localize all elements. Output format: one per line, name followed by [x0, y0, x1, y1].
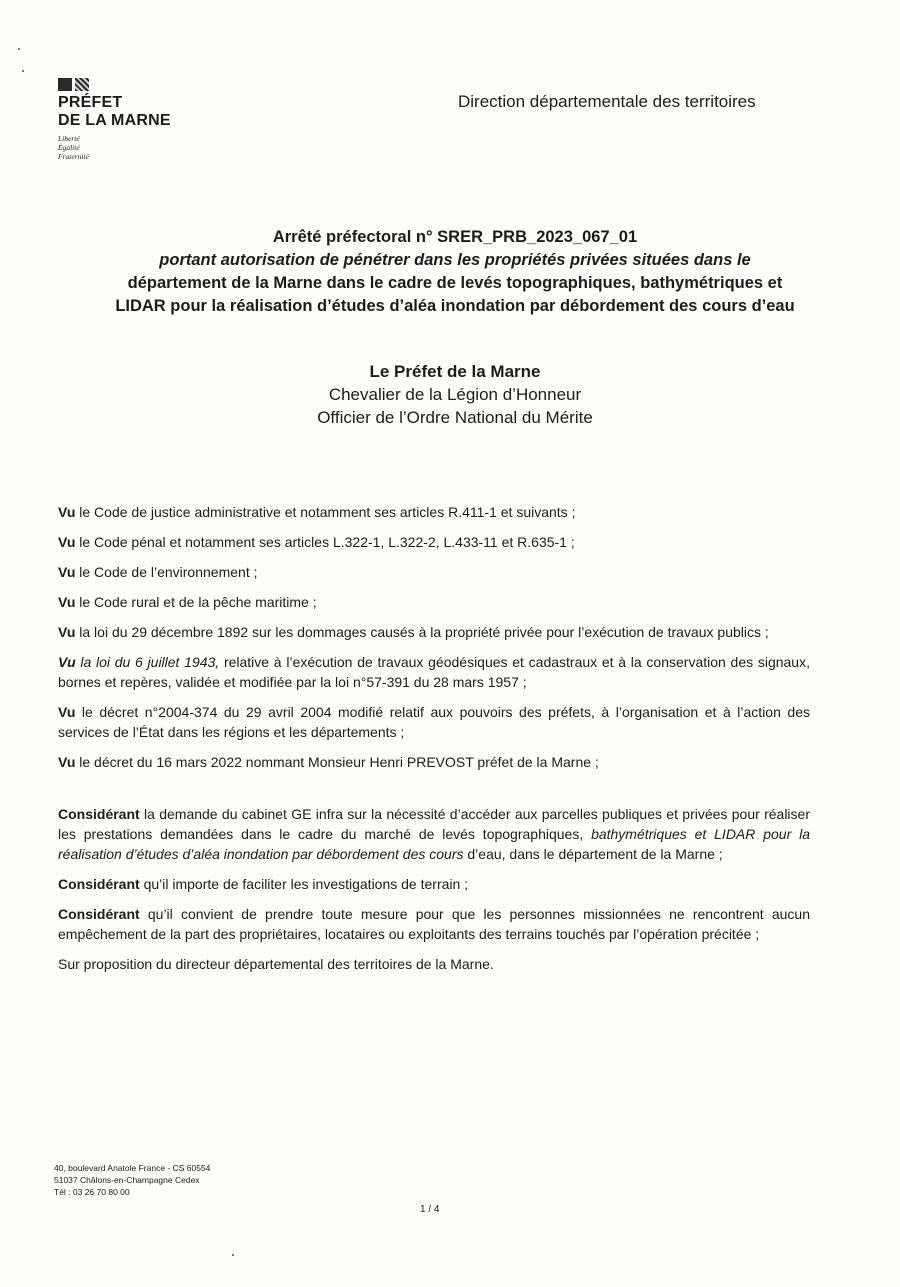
decree-subject-line-3: LIDAR pour la réalisation d’études d’aléa inondation par débordement des cours d’eau	[115, 297, 795, 315]
visa-text: le Code de l’environnement ;	[75, 564, 258, 580]
prefet-name: Le Préfet de la Marne	[369, 362, 541, 381]
motto-liberte: Liberté	[58, 134, 80, 143]
considerant-text-italic: bathymétriques et LIDAR pour la réalisation d’études d’aléa inondation par débordement des cours	[58, 826, 810, 862]
visas-list	[58, 502, 810, 772]
considerant-text-end: d’eau, dans le département de la Marne ;	[463, 846, 723, 862]
considerant-lead: Considérant	[58, 876, 140, 892]
decree-subject-line-1: portant autorisation de pénétrer dans les propriétés privées situées dans le	[159, 251, 751, 269]
page-number: 1 / 4	[420, 1204, 440, 1215]
visa-item	[58, 652, 810, 692]
visa-lead: Vu	[58, 594, 76, 610]
considerant-text: qu’il importe de faciliter les investigations de terrain ;	[139, 876, 469, 892]
visa-text: relative à l’exécution de travaux géodésiques et cadastraux et à la conservation des signaux, bornes et repères, validée et modifiée par la loi n°57-391 du 28 mars 1957 ;	[58, 654, 810, 690]
decree-title	[60, 226, 850, 318]
address-footer	[54, 1162, 210, 1198]
visa-text: la loi du 29 décembre 1892 sur les dommages causés à la propriété privée pour l’exécution de travaux publics ;	[75, 624, 769, 640]
scan-speck	[18, 48, 20, 50]
address-line-1: 40, boulevard Anatole France - CS 60554	[54, 1163, 211, 1173]
motto-fraternite: Fraternité	[58, 152, 89, 161]
prefecture-logo	[58, 78, 208, 161]
visa-item	[58, 622, 810, 642]
prefet-block	[60, 360, 850, 429]
visa-lead: Vu	[58, 534, 76, 550]
visa-item	[58, 702, 810, 742]
considerant-lead: Considérant	[58, 906, 140, 922]
direction-name: Direction départementale des territoires	[458, 92, 756, 111]
logo-line-1: PRÉFET	[58, 94, 123, 111]
visa-lead: Vu	[58, 624, 76, 640]
visa-item	[58, 752, 810, 772]
visa-text: le Code de justice administrative et notamment ses articles R.411-1 et suivants ;	[75, 504, 576, 520]
motto-egalite: Égalité	[58, 143, 80, 152]
considerants-list	[58, 804, 810, 944]
visa-item	[58, 562, 810, 582]
proposal-statement: Sur proposition du directeur départemental des territoires de la Marne.	[58, 956, 494, 972]
visa-text-italic: la loi du 6 juillet 1943,	[75, 654, 220, 670]
scan-speck	[232, 1254, 234, 1256]
visa-text: le Code rural et de la pêche maritime ;	[75, 594, 317, 610]
motto	[58, 134, 208, 161]
phone-line: Tél : 03 26 70 80 00	[54, 1187, 130, 1197]
decree-body	[58, 502, 810, 974]
prefet-title-2: Officier de l’Ordre National du Mérite	[317, 408, 593, 427]
visa-lead: Vu	[58, 564, 76, 580]
considerant-lead: Considérant	[58, 806, 140, 822]
considerant-item	[58, 904, 810, 944]
prefet-title-1: Chevalier de la Légion d’Honneur	[328, 385, 582, 404]
visa-item	[58, 592, 810, 612]
visa-lead: Vu	[58, 704, 76, 720]
logo-line-2: DE LA MARNE	[58, 112, 171, 129]
considerant-item	[58, 874, 810, 894]
visa-lead: Vu	[58, 754, 76, 770]
visa-lead: Vu	[58, 654, 76, 670]
visa-text: le décret n°2004-374 du 29 avril 2004 modifié relatif aux pouvoirs des préfets, à l’organisation et à l’action des services de l’État dans les régions et les départements ;	[58, 704, 810, 740]
address-line-2: 51037 Châlons-en-Champagne Cedex	[54, 1175, 200, 1185]
considerant-item	[58, 804, 810, 864]
visa-text: le Code pénal et notamment ses articles L.322-1, L.322-2, L.433-11 et R.635-1 ;	[75, 534, 575, 550]
scan-speck	[22, 70, 24, 72]
considerant-text: la demande du cabinet GE infra sur la nécessité d’accéder aux parcelles publiques et privées pour réaliser les prestations demandées dans le cadre du marché de levés topographiques,	[58, 806, 810, 842]
marianne-icon	[58, 78, 208, 91]
decree-number: Arrêté préfectoral n° SRER_PRB_2023_067_01	[272, 228, 638, 246]
considerant-text: qu’il convient de prendre toute mesure pour que les personnes missionnées ne rencontrent aucun empêchement de la part des propriétaires, locataires ou exploitants des terrains touchés par l’opération précitée ;	[58, 906, 810, 942]
visa-item	[58, 502, 810, 522]
visa-item	[58, 532, 810, 552]
visa-lead: Vu	[58, 504, 76, 520]
decree-subject-line-2: département de la Marne dans le cadre de levés topographiques, bathymétriques et	[127, 274, 783, 292]
visa-text: le décret du 16 mars 2022 nommant Monsieur Henri PREVOST préfet de la Marne ;	[75, 754, 599, 770]
